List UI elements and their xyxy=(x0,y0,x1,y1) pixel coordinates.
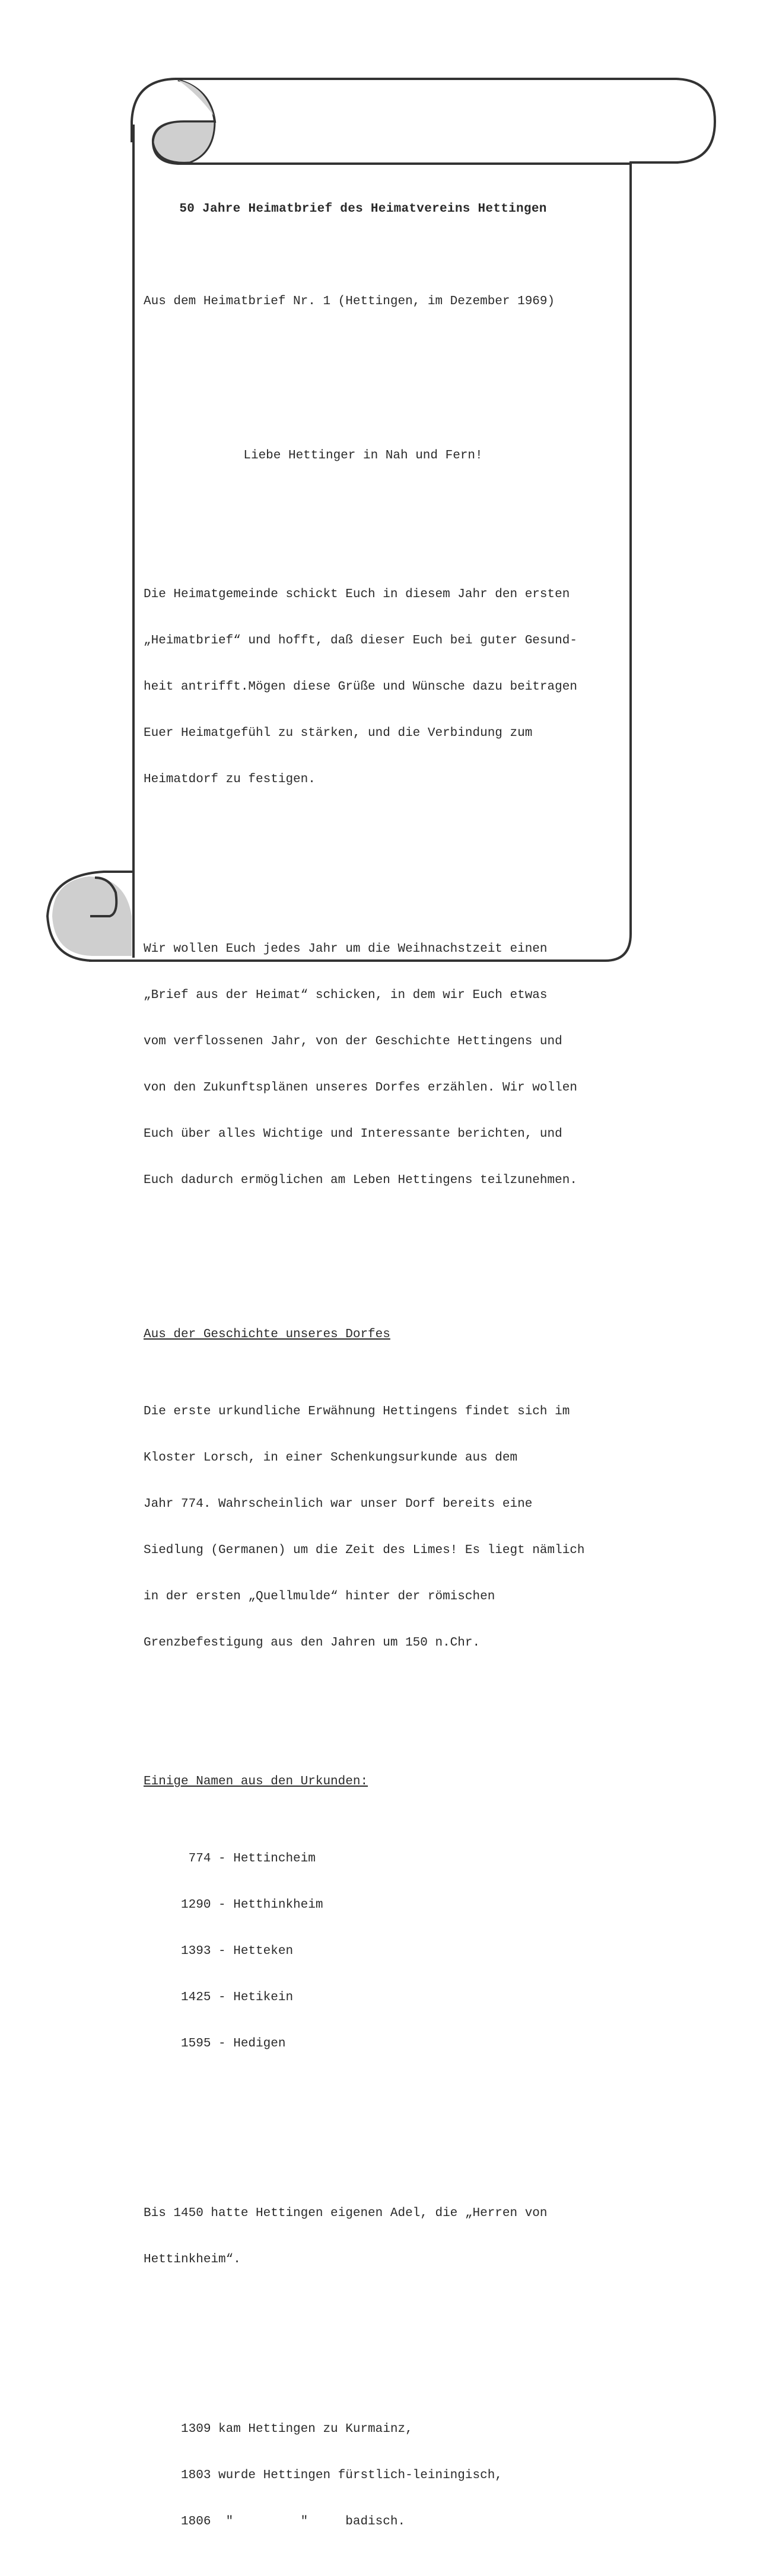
paragraph-line: „Heimatbrief“ und hofft, daß dieser Euch bei guter Gesund- xyxy=(144,634,577,648)
list-item: 774 - Hettincheim xyxy=(144,1852,316,1866)
paragraph-line: von den Zukunftsplänen unseres Dorfes erzählen. Wir wollen xyxy=(144,1081,577,1095)
paragraph-line: Euch über alles Wichtige und Interessante berichten, und xyxy=(144,1127,562,1141)
paragraph-line: Wir wollen Euch jedes Jahr um die Weihnachstzeit einen xyxy=(144,942,548,956)
purpose-paragraph xyxy=(144,911,630,1219)
list-item: 1595 - Hedigen xyxy=(144,2037,286,2051)
paragraph-line: Hettinkheim“. xyxy=(144,2253,241,2266)
paragraph-line: Euer Heimatgefühl zu stärken, und die Verbindung zum xyxy=(144,726,533,740)
events-list xyxy=(144,2391,630,2561)
paragraph-line: Siedlung (Germanen) um die Zeit des Limes! Es liegt nämlich xyxy=(144,1544,585,1557)
list-item: 1290 - Hetthinkheim xyxy=(144,1898,323,1912)
history-heading: Aus der Geschichte unseres Dorfes xyxy=(144,1328,390,1341)
paragraph-line: Euch dadurch ermöglichen am Leben Hettingens teilzunehmen. xyxy=(144,1174,577,1187)
names-heading: Einige Namen aus den Urkunden: xyxy=(144,1775,368,1788)
page-title: 50 Jahre Heimatbrief des Heimatvereins Hettingen xyxy=(179,202,547,216)
list-item: 1309 kam Hettingen zu Kurmainz, xyxy=(144,2422,413,2436)
list-item: 1803 wurde Hettingen fürstlich-leiningisch, xyxy=(144,2469,502,2482)
paragraph-line: Bis 1450 hatte Hettingen eigenen Adel, die „Herren von xyxy=(144,2207,548,2220)
greeting: Liebe Hettinger in Nah und Fern! xyxy=(243,449,483,463)
source-line: Aus dem Heimatbrief Nr. 1 (Hettingen, im Dezember 1969) xyxy=(144,295,555,308)
top-curl-shade xyxy=(153,80,631,164)
intro-paragraph xyxy=(144,556,630,818)
top-curl-fill xyxy=(153,122,215,162)
paragraph-line: vom verflossenen Jahr, von der Geschichte Hettingens und xyxy=(144,1035,562,1048)
paragraph-line: in der ersten „Quellmulde“ hinter der römischen xyxy=(144,1590,495,1603)
letter-content xyxy=(144,171,630,2576)
history-paragraph xyxy=(144,1373,630,1682)
adel-paragraph xyxy=(144,2175,630,2298)
paragraph-line: Grenzbefestigung aus den Jahren um 150 n.Chr. xyxy=(144,1636,481,1650)
paragraph-line: heit antrifft.Mögen diese Grüße und Wünsche dazu beitragen xyxy=(144,680,577,694)
paragraph-line: Jahr 774. Wahrscheinlich war unser Dorf bereits eine xyxy=(144,1497,533,1511)
paragraph-line: „Brief aus der Heimat“ schicken, in dem wir Euch etwas xyxy=(144,989,548,1002)
paragraph-line: Die erste urkundliche Erwähnung Hettingens findet sich im xyxy=(144,1405,570,1418)
list-item: 1425 - Hetikein xyxy=(144,1991,294,2004)
top-curl-fold xyxy=(178,80,214,116)
paragraph-line: Heimatdorf zu festigen. xyxy=(144,773,316,786)
paragraph-line: Die Heimatgemeinde schickt Euch in diesem Jahr den ersten xyxy=(144,588,570,601)
names-list xyxy=(144,1821,630,2083)
list-item: 1806 " " badisch. xyxy=(144,2515,406,2529)
paragraph-line: Kloster Lorsch, in einer Schenkungsurkunde aus dem xyxy=(144,1451,518,1465)
list-item: 1393 - Hetteken xyxy=(144,1944,294,1958)
